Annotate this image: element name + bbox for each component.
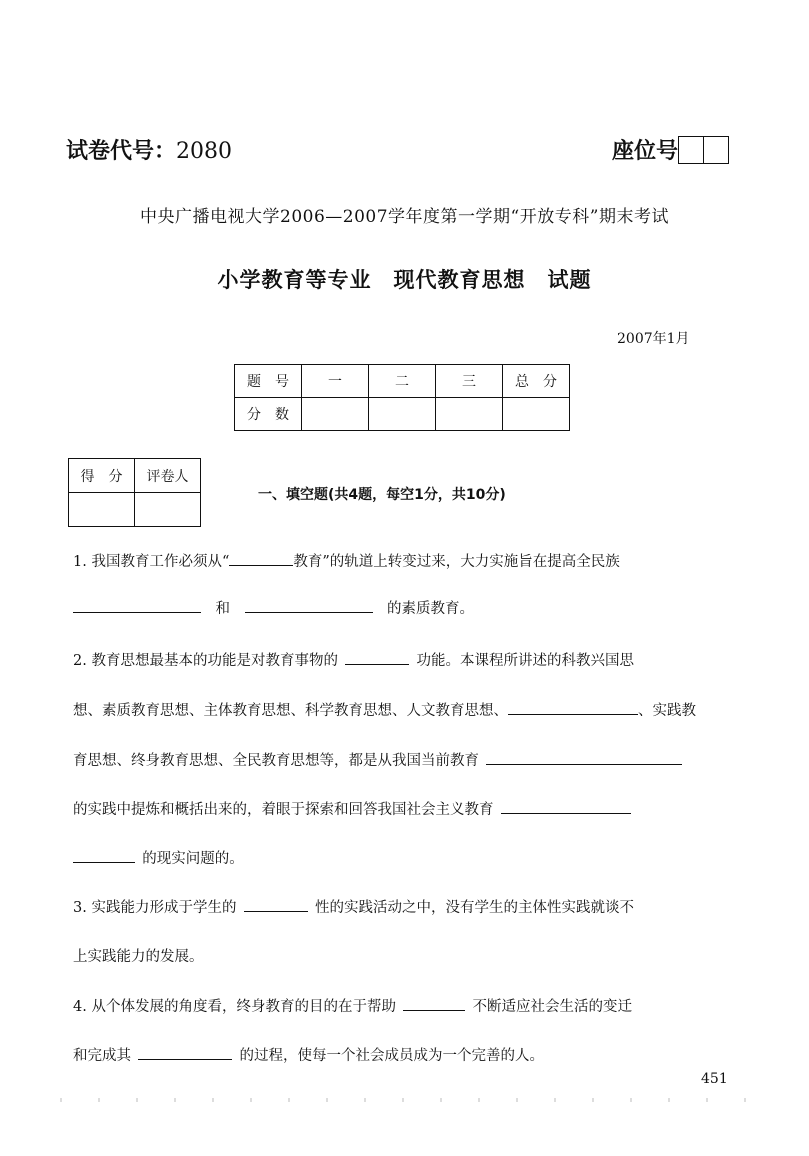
- grader-score-cell[interactable]: [69, 493, 135, 527]
- q1-blank-2[interactable]: [73, 598, 201, 613]
- q2-text-e: 育思想、终身教育思想、全民教育思想等，都是从我国当前教育: [73, 753, 479, 769]
- score-cell-1[interactable]: [302, 398, 369, 431]
- q1-text-a: 1. 我国教育工作必须从“: [73, 554, 230, 570]
- q2-line-5: [73, 848, 244, 869]
- q2-blank-3[interactable]: [486, 750, 682, 765]
- grader-table-input-row: [69, 493, 201, 527]
- q2-text-a: 2. 教育思想最基本的功能是对教育事物的: [73, 653, 338, 669]
- q4-blank-1[interactable]: [403, 996, 465, 1011]
- score-table-col-3: 三: [436, 365, 503, 398]
- q4-text-c: 和完成其: [73, 1048, 131, 1064]
- q2-text-g: 的现实问题的。: [142, 851, 244, 867]
- score-table: [234, 364, 570, 431]
- score-cell-2[interactable]: [369, 398, 436, 431]
- score-table-row-header: 题 号: [235, 365, 302, 398]
- q1-blank-3[interactable]: [245, 598, 373, 613]
- q4-line-2: [73, 1045, 544, 1066]
- q4-text-a: 4. 从个体发展的角度看，终身教育的目的在于帮助: [73, 999, 396, 1015]
- grader-table-header-row: [69, 459, 201, 493]
- score-table-header-row: [235, 365, 570, 398]
- q4-text-b: 不断适应社会生活的变迁: [472, 999, 632, 1015]
- q4-blank-2[interactable]: [138, 1045, 232, 1060]
- q4-line-1: [73, 996, 632, 1017]
- q2-text-f: 的实践中提炼和概括出来的，着眼于探索和回答我国社会主义教育: [73, 802, 494, 818]
- q1-text-end: 的素质教育。: [387, 601, 474, 617]
- q3-blank-1[interactable]: [244, 897, 308, 912]
- score-cell-3[interactable]: [436, 398, 503, 431]
- q3-text-c: 上实践能力的发展。: [73, 949, 204, 965]
- scan-noise-divider: [60, 1098, 750, 1102]
- paper-code: [66, 134, 232, 165]
- q2-line-1: [73, 650, 634, 671]
- exam-date: 2007年1月: [617, 331, 690, 347]
- score-table-col-1: 一: [302, 365, 369, 398]
- q1-text-mid: 和: [215, 601, 230, 617]
- q1-text-b: 教育”的轨道上转变过来，大力实施旨在提高全民族: [293, 554, 620, 570]
- section-heading: 一、填空题(共4题，每空1分，共10分): [258, 487, 506, 503]
- seat-label: 座位号: [612, 139, 679, 164]
- grader-label: 评卷人: [135, 459, 201, 493]
- q2-blank-2[interactable]: [508, 700, 638, 715]
- q2-blank-4[interactable]: [501, 799, 631, 814]
- q2-blank-1[interactable]: [345, 650, 409, 665]
- seat-box-1[interactable]: [678, 136, 704, 164]
- page-number: 451: [701, 1071, 728, 1087]
- subject-title: 小学教育等专业 现代教育思想 试题: [217, 268, 592, 292]
- q2-text-b: 功能。本课程所讲述的科教兴国思: [416, 653, 634, 669]
- score-table-score-row: [235, 398, 570, 431]
- q1-blank-1[interactable]: [229, 551, 293, 566]
- grader-name-cell[interactable]: [135, 493, 201, 527]
- exam-title: 中央广播电视大学2006—2007学年度第一学期“开放专科”期末考试: [140, 207, 669, 227]
- grader-table: [68, 458, 201, 527]
- score-cell-total[interactable]: [503, 398, 570, 431]
- grader-score-label: 得 分: [69, 459, 135, 493]
- seat-number: [612, 134, 729, 165]
- q3-text-b: 性的实践活动之中，没有学生的主体性实践就谈不: [314, 900, 634, 916]
- q2-text-d: 、实践教: [638, 703, 696, 719]
- q1-line-2: [73, 598, 474, 619]
- q3-text-a: 3. 实践能力形成于学生的: [73, 900, 237, 916]
- q2-line-4: [73, 799, 631, 820]
- q3-line-1: [73, 897, 634, 918]
- seat-box-2[interactable]: [704, 136, 729, 164]
- score-table-col-2: 二: [369, 365, 436, 398]
- q2-line-3: [73, 750, 682, 771]
- paper-code-label: 试卷代号：: [66, 139, 177, 164]
- paper-code-value: 2080: [176, 139, 233, 164]
- q3-line-2: [73, 947, 204, 967]
- score-table-score-label: 分 数: [235, 398, 302, 431]
- q2-blank-4-cont[interactable]: [73, 848, 135, 863]
- q4-text-d: 的过程，使每一个社会成员成为一个完善的人。: [239, 1048, 544, 1064]
- q2-line-2: [73, 700, 696, 721]
- score-table-col-total: 总 分: [503, 365, 570, 398]
- q2-text-c: 想、素质教育思想、主体教育思想、科学教育思想、人文教育思想、: [73, 703, 508, 719]
- q1-line-1: [73, 551, 620, 572]
